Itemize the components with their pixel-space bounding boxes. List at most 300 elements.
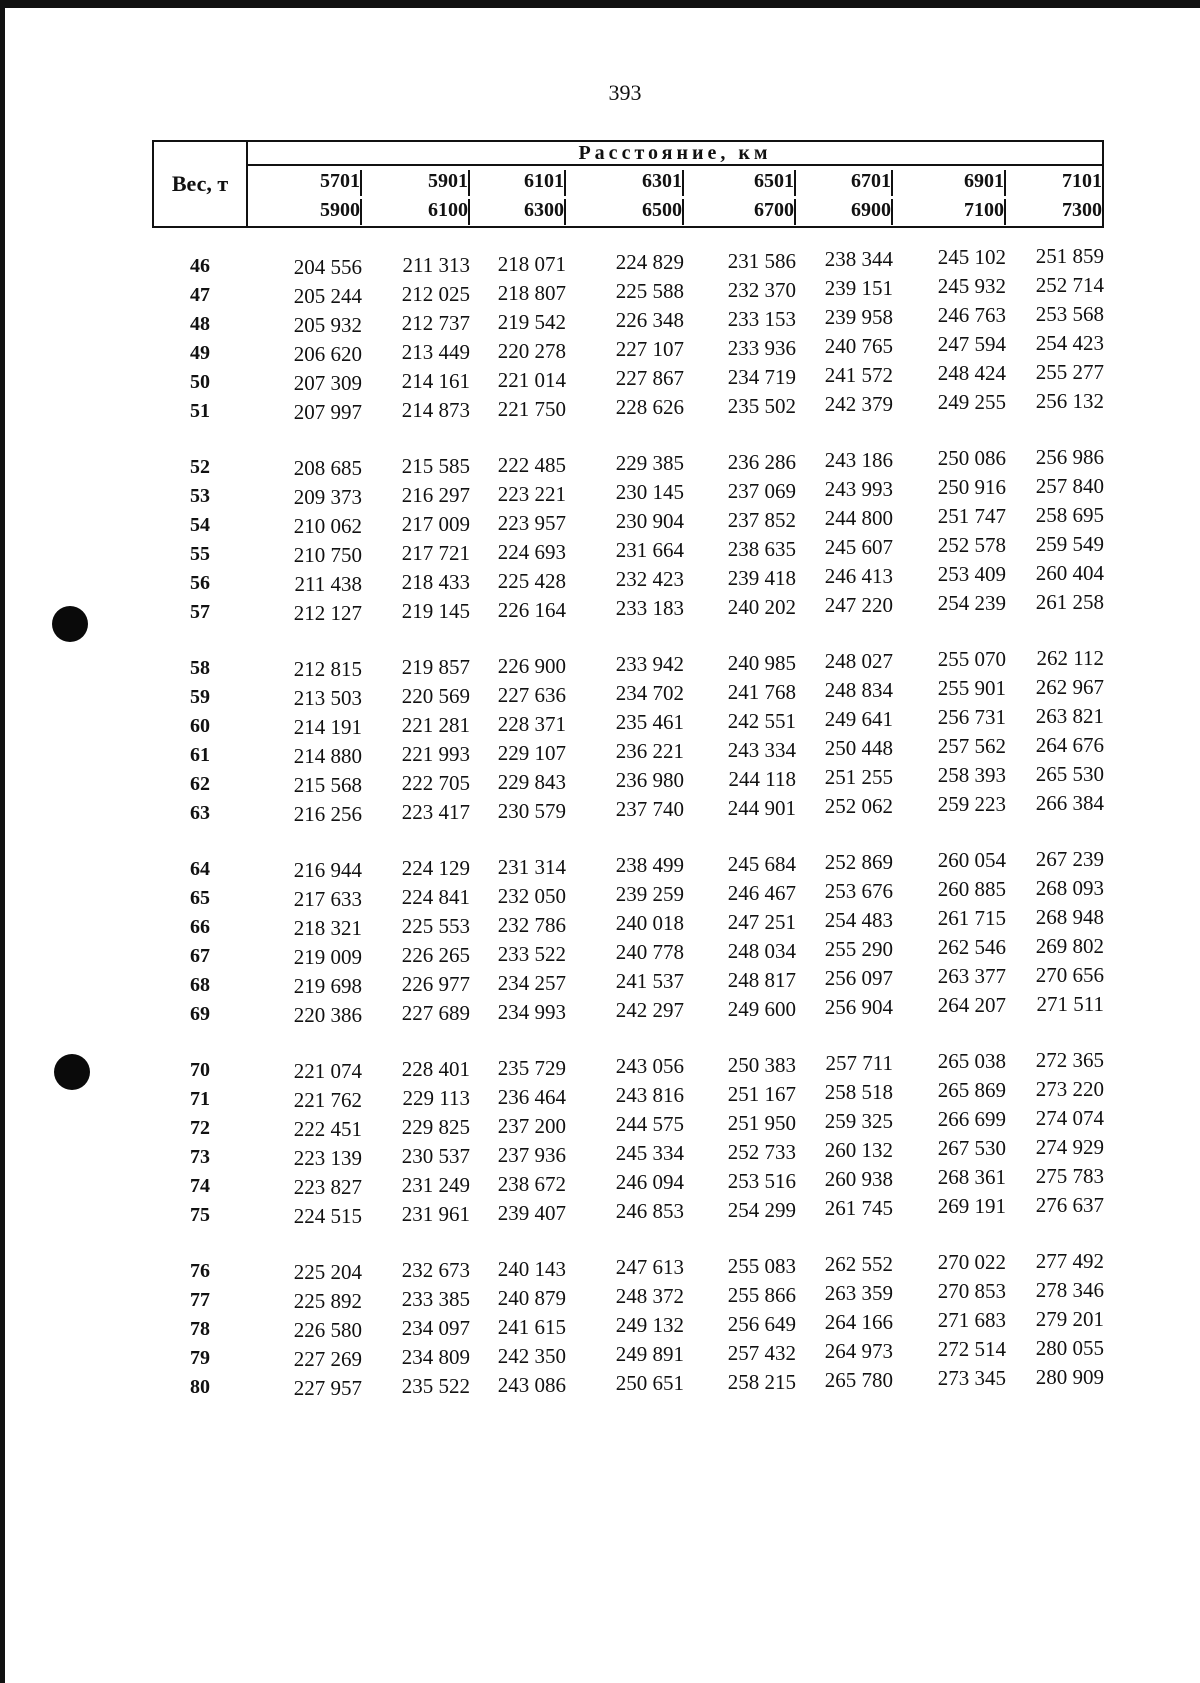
rate-cell: 255 070 (937, 647, 1006, 671)
rate-cell: 263 377 (937, 964, 1006, 988)
rate-cell: 267 239 (1035, 847, 1104, 871)
rate-cell: 214 880 (293, 744, 362, 768)
rate-cell: 256 649 (727, 1312, 796, 1336)
rate-cell: 225 588 (615, 279, 684, 303)
rate-cell: 242 297 (615, 998, 684, 1022)
rate-cell: 248 027 (824, 649, 893, 673)
weight-cell: 75 (190, 1204, 210, 1226)
rate-cell: 257 840 (1035, 474, 1104, 498)
weight-column-header: Вес, т (154, 142, 248, 226)
rate-cell: 253 676 (824, 879, 893, 903)
weight-cell: 57 (190, 601, 210, 623)
range-to: 7300 (1062, 199, 1102, 221)
weight-cell: 76 (190, 1260, 210, 1282)
rate-cell: 268 093 (1035, 876, 1104, 900)
rate-cell: 216 256 (293, 802, 362, 826)
rate-cell: 240 765 (824, 334, 893, 358)
rate-cell: 216 297 (401, 483, 470, 507)
rate-cell: 251 859 (1035, 244, 1104, 268)
rate-cell: 237 200 (497, 1114, 566, 1138)
rate-cell: 218 321 (293, 916, 362, 940)
rate-cell: 217 633 (293, 887, 362, 911)
rate-cell: 246 413 (824, 564, 893, 588)
rate-cell: 229 107 (497, 741, 566, 765)
rate-cell: 249 255 (937, 390, 1006, 414)
rate-cell: 240 018 (615, 911, 684, 935)
rate-cell: 220 569 (401, 684, 470, 708)
rate-cell: 253 409 (937, 562, 1006, 586)
rate-cell: 263 359 (824, 1281, 893, 1305)
rate-cell: 256 986 (1035, 445, 1104, 469)
rate-cell: 249 600 (727, 997, 796, 1021)
rate-cell: 279 201 (1035, 1307, 1104, 1331)
rate-cell: 233 936 (727, 336, 796, 360)
rate-cell: 264 676 (1035, 733, 1104, 757)
rate-cell: 227 107 (615, 337, 684, 361)
rate-cell: 280 055 (1035, 1336, 1104, 1360)
rate-cell: 208 685 (293, 456, 362, 480)
rate-cell: 240 985 (727, 651, 796, 675)
rate-cell: 255 290 (824, 937, 893, 961)
rate-cell: 219 857 (401, 655, 470, 679)
rate-cell: 234 993 (497, 1000, 566, 1024)
rate-cell: 231 249 (401, 1173, 470, 1197)
rate-cell: 241 615 (497, 1315, 566, 1339)
rate-cell: 219 145 (401, 599, 470, 623)
rate-cell: 217 721 (401, 541, 470, 565)
rate-cell: 230 579 (497, 799, 566, 823)
rate-cell: 235 461 (615, 710, 684, 734)
weight-cell: 48 (190, 313, 210, 335)
rate-cell: 253 568 (1035, 302, 1104, 326)
range-from: 6501 (754, 170, 794, 192)
rate-cell: 231 664 (615, 538, 684, 562)
rate-cell: 275 783 (1035, 1164, 1104, 1188)
rate-cell: 219 009 (293, 945, 362, 969)
rate-cell: 246 467 (727, 881, 796, 905)
rate-cell: 207 997 (293, 400, 362, 424)
weight-cell: 60 (190, 715, 210, 737)
range-to: 6100 (428, 199, 468, 221)
rate-cell: 250 383 (727, 1053, 796, 1077)
rate-cell: 212 127 (293, 601, 362, 625)
rate-cell: 260 885 (937, 877, 1006, 901)
rate-cell: 226 265 (401, 943, 470, 967)
rate-cell: 226 977 (401, 972, 470, 996)
rate-cell: 238 635 (727, 537, 796, 561)
rate-cell: 251 747 (937, 504, 1006, 528)
weight-cell: 61 (190, 744, 210, 766)
rate-cell: 260 938 (824, 1167, 893, 1191)
rate-cell: 221 014 (497, 368, 566, 392)
rate-cell: 264 166 (824, 1310, 893, 1334)
rate-cell: 267 530 (937, 1136, 1006, 1160)
rate-cell: 249 641 (824, 707, 893, 731)
rate-cell: 233 153 (727, 307, 796, 331)
rate-cell: 258 695 (1035, 503, 1104, 527)
rate-cell: 245 684 (727, 852, 796, 876)
rate-cell: 250 086 (937, 446, 1006, 470)
rate-cell: 219 698 (293, 974, 362, 998)
rate-cell: 271 683 (937, 1308, 1006, 1332)
rate-cell: 221 750 (497, 397, 566, 421)
rate-cell: 229 113 (402, 1086, 470, 1110)
distance-range-header (682, 166, 796, 226)
weight-cell: 67 (190, 945, 210, 967)
weight-cell: 54 (190, 514, 210, 536)
rate-cell: 228 626 (615, 395, 684, 419)
weight-cell: 59 (190, 686, 210, 708)
weight-cell: 50 (190, 371, 210, 393)
rate-cell: 240 143 (497, 1257, 566, 1281)
rate-cell: 210 750 (293, 543, 362, 567)
rate-cell: 204 556 (293, 255, 362, 279)
rate-cell: 243 186 (824, 448, 893, 472)
rate-cell: 222 451 (293, 1117, 362, 1141)
rate-cell: 218 807 (497, 281, 566, 305)
rate-cell: 223 957 (497, 511, 566, 535)
rate-cell: 245 102 (937, 245, 1006, 269)
punch-hole (54, 1054, 90, 1090)
rate-cell: 255 083 (727, 1254, 796, 1278)
rate-cell: 226 348 (615, 308, 684, 332)
rate-cell: 248 834 (824, 678, 893, 702)
rate-cell: 272 365 (1035, 1048, 1104, 1072)
weight-cell: 66 (190, 916, 210, 938)
rate-cell: 206 620 (293, 342, 362, 366)
rate-cell: 226 580 (293, 1318, 362, 1342)
rate-cell: 213 449 (401, 340, 470, 364)
rate-cell: 260 054 (937, 848, 1006, 872)
rate-cell: 263 821 (1035, 704, 1104, 728)
range-to: 6900 (851, 199, 891, 221)
rate-cell: 258 393 (937, 763, 1006, 787)
rate-cell: 215 568 (293, 773, 362, 797)
rate-cell: 257 562 (937, 734, 1006, 758)
rate-cell: 252 733 (727, 1140, 796, 1164)
range-to: 6700 (754, 199, 794, 221)
rate-cell: 247 251 (727, 910, 796, 934)
rate-cell: 256 731 (937, 705, 1006, 729)
distance-range-header (563, 166, 684, 226)
weight-cell: 62 (190, 773, 210, 795)
rate-cell: 241 768 (727, 680, 796, 704)
rate-cell: 252 062 (824, 794, 893, 818)
range-to: 5900 (320, 199, 360, 221)
rate-cell: 254 299 (727, 1198, 796, 1222)
rate-cell: 220 386 (293, 1003, 362, 1027)
rate-cell: 264 973 (824, 1339, 893, 1363)
rate-cell: 241 572 (824, 363, 893, 387)
rate-cell: 205 932 (293, 313, 362, 337)
column-divider (1003, 199, 1006, 225)
rate-cell: 257 711 (825, 1051, 893, 1075)
rate-cell: 254 423 (1035, 331, 1104, 355)
rate-cell: 230 904 (615, 509, 684, 533)
rate-cell: 227 867 (615, 366, 684, 390)
rate-cell: 268 948 (1035, 905, 1104, 929)
rate-cell: 227 636 (497, 683, 566, 707)
rate-cell: 249 891 (615, 1342, 684, 1366)
rate-cell: 242 350 (497, 1344, 566, 1368)
rate-cell: 238 672 (497, 1172, 566, 1196)
page-number: 393 (608, 80, 642, 105)
rate-cell: 223 139 (293, 1146, 362, 1170)
rate-cell: 233 522 (497, 942, 566, 966)
rate-cell: 237 069 (727, 479, 796, 503)
distance-range-header (465, 166, 566, 226)
rate-cell: 237 936 (497, 1143, 566, 1167)
weight-cell: 72 (190, 1117, 210, 1139)
rate-cell: 217 009 (401, 512, 470, 536)
weight-cell: 55 (190, 543, 210, 565)
rate-cell: 244 800 (824, 506, 893, 530)
rate-cell: 214 191 (293, 715, 362, 739)
rate-cell: 205 244 (293, 284, 362, 308)
rate-cell: 237 740 (615, 797, 684, 821)
rate-cell: 213 503 (293, 686, 362, 710)
rate-cell: 250 916 (937, 475, 1006, 499)
rate-cell: 245 932 (937, 274, 1006, 298)
rate-cell: 256 132 (1035, 389, 1104, 413)
rate-cell: 232 423 (615, 567, 684, 591)
rate-cell: 232 673 (401, 1258, 470, 1282)
rate-cell: 215 585 (401, 454, 470, 478)
column-divider (890, 170, 893, 196)
rate-cell: 230 145 (615, 480, 684, 504)
rate-cell: 231 586 (727, 249, 796, 273)
rate-cell: 248 817 (727, 968, 796, 992)
rate-cell: 246 853 (615, 1199, 684, 1223)
rate-cell: 251 167 (727, 1082, 796, 1106)
rate-cell: 236 221 (615, 739, 684, 763)
rate-cell: 224 129 (401, 856, 470, 880)
range-from: 7101 (1062, 170, 1102, 192)
rate-cell: 269 802 (1035, 934, 1104, 958)
rate-cell: 236 980 (615, 768, 684, 792)
rate-cell: 242 551 (727, 709, 796, 733)
rate-cell: 253 516 (727, 1169, 796, 1193)
rate-cell: 223 417 (401, 800, 470, 824)
rate-cell: 238 499 (615, 853, 684, 877)
rate-cell: 240 778 (615, 940, 684, 964)
rate-cell: 230 537 (401, 1144, 470, 1168)
rate-cell: 273 345 (937, 1366, 1006, 1390)
rate-cell: 256 904 (824, 995, 893, 1019)
column-divider (1003, 170, 1006, 196)
rate-cell: 247 594 (937, 332, 1006, 356)
rate-cell: 234 097 (401, 1316, 470, 1340)
rate-cell: 247 613 (615, 1255, 684, 1279)
rate-cell: 212 815 (293, 657, 362, 681)
rate-cell: 262 112 (1036, 646, 1104, 670)
rate-cell: 277 492 (1035, 1249, 1104, 1273)
rate-cell: 280 909 (1035, 1365, 1104, 1389)
rate-cell: 223 221 (497, 482, 566, 506)
rate-cell: 238 344 (824, 247, 893, 271)
scan-edge-left (0, 0, 5, 1683)
weight-cell: 56 (190, 572, 210, 594)
rate-cell: 214 873 (401, 398, 470, 422)
rate-cell: 266 384 (1035, 791, 1104, 815)
rate-cell: 270 853 (937, 1279, 1006, 1303)
rate-cell: 243 056 (615, 1054, 684, 1078)
weight-cell: 69 (190, 1003, 210, 1025)
rate-cell: 225 204 (293, 1260, 362, 1284)
rate-cell: 249 132 (615, 1313, 684, 1337)
rate-cell: 250 651 (615, 1371, 684, 1395)
rate-cell: 258 215 (727, 1370, 796, 1394)
rate-cell: 232 786 (497, 913, 566, 937)
rate-cell: 236 286 (727, 450, 796, 474)
rate-cell: 231 314 (497, 855, 566, 879)
rate-cell: 242 379 (824, 392, 893, 416)
rate-cell: 262 546 (937, 935, 1006, 959)
rate-cell: 244 901 (727, 796, 796, 820)
range-from: 5901 (428, 170, 468, 192)
weight-cell: 70 (190, 1059, 210, 1081)
rate-cell: 218 433 (401, 570, 470, 594)
distance-range-header (248, 166, 362, 226)
rate-cell: 223 827 (293, 1175, 362, 1199)
rate-cell: 211 438 (294, 572, 362, 596)
rate-cell: 251 950 (727, 1111, 796, 1135)
weight-cell: 49 (190, 342, 210, 364)
distance-header: Расстояние, км (248, 142, 1102, 166)
rate-cell: 265 038 (937, 1049, 1006, 1073)
rate-cell: 222 485 (497, 453, 566, 477)
rate-cell: 224 841 (401, 885, 470, 909)
distance-range-header (895, 166, 1006, 226)
column-divider (890, 199, 893, 225)
rate-cell: 266 699 (937, 1107, 1006, 1131)
rate-cell: 276 637 (1035, 1193, 1104, 1217)
weight-cell: 79 (190, 1347, 210, 1369)
rate-cell: 239 407 (497, 1201, 566, 1225)
rate-cell: 219 542 (497, 310, 566, 334)
weight-cell: 53 (190, 485, 210, 507)
rate-cell: 247 220 (824, 593, 893, 617)
rate-cell: 239 259 (615, 882, 684, 906)
rate-cell: 273 220 (1035, 1077, 1104, 1101)
weight-cell: 46 (190, 255, 210, 277)
range-from: 6301 (642, 170, 682, 192)
rate-cell: 209 373 (293, 485, 362, 509)
rate-cell: 231 961 (401, 1202, 470, 1226)
rate-cell: 234 702 (615, 681, 684, 705)
rate-cell: 221 762 (293, 1088, 362, 1112)
rate-cell: 265 780 (824, 1368, 893, 1392)
rate-cell: 243 086 (497, 1373, 566, 1397)
weight-cell: 65 (190, 887, 210, 909)
rate-cell: 256 097 (824, 966, 893, 990)
range-to: 6300 (524, 199, 564, 221)
rate-cell: 245 607 (824, 535, 893, 559)
rate-cell: 226 164 (497, 598, 566, 622)
rate-cell: 259 223 (937, 792, 1006, 816)
rate-cell: 214 161 (401, 369, 470, 393)
rate-cell: 224 693 (497, 540, 566, 564)
rate-cell: 255 866 (727, 1283, 796, 1307)
rate-cell: 239 151 (824, 276, 893, 300)
rate-cell: 221 281 (401, 713, 470, 737)
rate-cell: 243 334 (727, 738, 796, 762)
distance-range-header (796, 166, 893, 226)
rate-cell: 221 074 (293, 1059, 362, 1083)
rate-cell: 226 900 (497, 654, 566, 678)
weight-cell: 52 (190, 456, 210, 478)
rate-cell: 229 385 (615, 451, 684, 475)
rate-cell: 252 578 (937, 533, 1006, 557)
weight-cell: 78 (190, 1318, 210, 1340)
rate-cell: 251 255 (824, 765, 893, 789)
rate-cell: 246 763 (937, 303, 1006, 327)
rate-cell: 241 537 (615, 969, 684, 993)
range-from: 5701 (320, 170, 360, 192)
rate-cell: 265 530 (1035, 762, 1104, 786)
rate-cell: 262 967 (1035, 675, 1104, 699)
rate-cell: 244 118 (728, 767, 796, 791)
rate-cell: 262 552 (824, 1252, 893, 1276)
rate-cell: 244 575 (615, 1112, 684, 1136)
weight-cell: 51 (190, 400, 210, 422)
rate-cell: 239 958 (824, 305, 893, 329)
rate-cell: 260 132 (824, 1138, 893, 1162)
rate-cell: 270 022 (937, 1250, 1006, 1274)
rate-cell: 220 278 (497, 339, 566, 363)
weight-cell: 47 (190, 284, 210, 306)
rate-cell: 229 843 (497, 770, 566, 794)
rate-cell: 227 269 (293, 1347, 362, 1371)
rate-cell: 246 094 (615, 1170, 684, 1194)
rate-cell: 211 313 (402, 253, 470, 277)
rate-cell: 225 892 (293, 1289, 362, 1313)
rate-cell: 212 025 (401, 282, 470, 306)
rate-cell: 264 207 (937, 993, 1006, 1017)
rate-cell: 207 309 (293, 371, 362, 395)
rate-cell: 233 183 (615, 596, 684, 620)
range-from: 6701 (851, 170, 891, 192)
rate-cell: 274 929 (1035, 1135, 1104, 1159)
range-to: 7100 (964, 199, 1004, 221)
rate-cell: 210 062 (293, 514, 362, 538)
rate-cell: 216 944 (293, 858, 362, 882)
rate-cell: 222 705 (401, 771, 470, 795)
rate-cell: 233 385 (401, 1287, 470, 1311)
rate-cell: 240 202 (727, 595, 796, 619)
rate-cell: 248 372 (615, 1284, 684, 1308)
rate-cell: 274 074 (1035, 1106, 1104, 1130)
rate-cell: 261 745 (824, 1196, 893, 1220)
rate-cell: 265 869 (937, 1078, 1006, 1102)
rate-cell: 260 404 (1035, 561, 1104, 585)
rate-cell: 229 825 (401, 1115, 470, 1139)
rate-cell: 271 511 (1036, 992, 1104, 1016)
rate-cell: 261 715 (937, 906, 1006, 930)
rate-cell: 221 993 (401, 742, 470, 766)
range-to: 6500 (642, 199, 682, 221)
rate-cell: 257 432 (727, 1341, 796, 1365)
distance-range-header (357, 166, 470, 226)
weight-cell: 74 (190, 1175, 210, 1197)
rate-cell: 255 277 (1035, 360, 1104, 384)
table-header (152, 140, 1104, 228)
rate-cell: 212 737 (401, 311, 470, 335)
rate-cell: 233 942 (615, 652, 684, 676)
rate-cell: 239 418 (727, 566, 796, 590)
rate-cell: 272 514 (937, 1337, 1006, 1361)
rate-cell: 278 346 (1035, 1278, 1104, 1302)
